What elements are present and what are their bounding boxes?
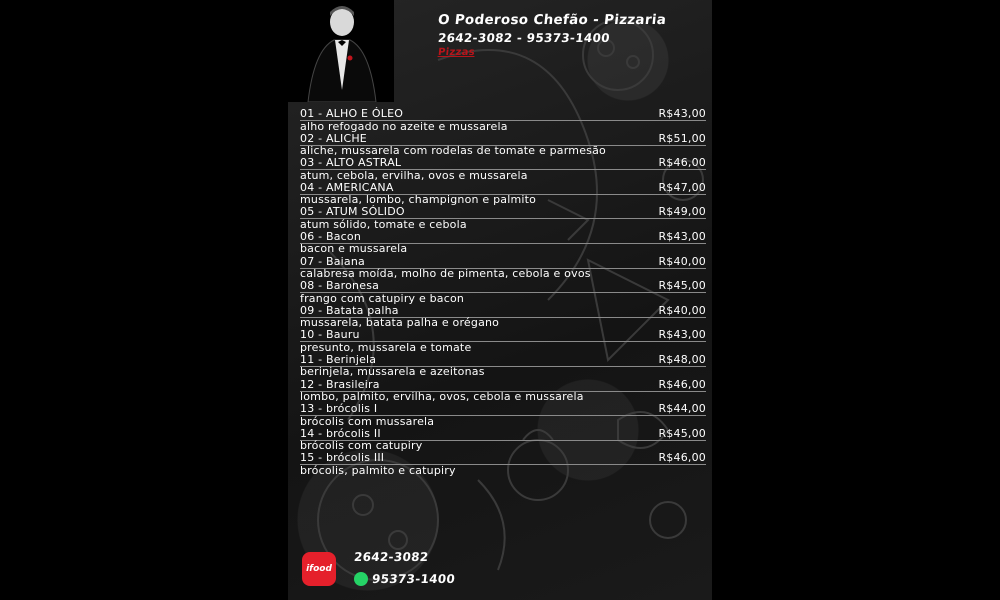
item-description: brócolis com catupiry <box>300 439 423 453</box>
item-description: berinjela, mussarela e azeitonas <box>300 365 485 379</box>
item-description: aliche, mussarela com rodelas de tomate e parmesão <box>300 144 606 158</box>
item-price: R$43,00 <box>658 107 706 120</box>
item-description: lombo, palmito, ervilha, ovos, cebola e mussarela <box>300 390 584 404</box>
menu-items-list <box>300 107 706 476</box>
item-description: alho refogado no azeite e mussarela <box>300 119 508 133</box>
menu-page <box>288 0 712 600</box>
category-label: Pizzas <box>437 47 476 58</box>
item-price: R$46,00 <box>658 156 706 170</box>
item-price: R$45,00 <box>658 426 706 440</box>
item-description: atum, cebola, ervilha, ovos e mussarela <box>300 168 528 182</box>
item-name: 08 - Baronesa <box>300 279 380 293</box>
item-price: R$43,00 <box>658 328 706 342</box>
item-description: bacon e mussarela <box>300 242 408 256</box>
menu-item <box>300 205 706 230</box>
item-name: 13 - brócolis I <box>300 402 378 416</box>
item-description: brócolis, palmito e catupiry <box>300 463 456 477</box>
item-price: R$46,00 <box>658 377 706 391</box>
item-name: 12 - Brasileira <box>300 377 380 391</box>
item-name: 14 - brócolis II <box>300 426 381 440</box>
footer-phone: 2642-3082 <box>353 550 430 564</box>
menu-item <box>300 230 706 255</box>
item-name: 04 - AMERICANA <box>300 180 394 194</box>
item-name: 11 - Berinjela <box>300 352 377 366</box>
menu-item <box>300 107 706 132</box>
menu-item <box>300 304 706 329</box>
item-name: 10 - Bauru <box>300 328 360 342</box>
menu-item <box>300 279 706 304</box>
item-description: calabresa moída, molho de pimenta, cebola e ovos <box>300 267 591 281</box>
godfather-image <box>288 0 394 102</box>
ifood-logo[interactable]: ifood <box>302 552 336 586</box>
item-description: frango com catupiry e bacon <box>300 291 465 305</box>
item-price: R$51,00 <box>658 131 706 145</box>
item-name: 01 - ALHO E ÓLEO <box>300 107 404 120</box>
menu-item <box>300 156 706 181</box>
item-description: presunto, mussarela e tomate <box>300 340 472 354</box>
item-description: brócolis com mussarela <box>300 414 435 428</box>
item-description: atum sólido, tomate e cebola <box>300 217 467 231</box>
menu-item <box>300 427 706 452</box>
menu-item <box>300 181 706 206</box>
item-name: 09 - Batata palha <box>300 303 399 317</box>
item-name: 15 - brócolis III <box>300 451 385 465</box>
item-price: R$46,00 <box>658 451 706 465</box>
menu-item <box>300 132 706 157</box>
item-name: 02 - ALICHE <box>300 131 367 145</box>
item-price: R$43,00 <box>658 229 706 243</box>
item-price: R$49,00 <box>658 205 706 219</box>
item-name: 06 - Bacon <box>300 229 361 243</box>
header <box>438 12 666 58</box>
pizzeria-title: O Poderoso Chefão - Pizzaria <box>437 12 668 28</box>
item-price: R$40,00 <box>658 303 706 317</box>
item-price: R$48,00 <box>658 352 706 366</box>
item-name: 03 - ALTO ASTRAL <box>300 156 402 170</box>
item-price: R$44,00 <box>658 402 706 416</box>
item-name: 05 - ATUM SÓLIDO <box>300 205 405 219</box>
footer-whatsapp-number: 95373-1400 <box>371 572 456 586</box>
menu-item <box>300 451 706 476</box>
menu-item <box>300 328 706 353</box>
item-description: mussarela, lombo, champignon e palmito <box>300 193 537 207</box>
item-price: R$47,00 <box>658 180 706 194</box>
item-price: R$40,00 <box>658 254 706 268</box>
godfather-portrait <box>288 0 394 102</box>
item-description: mussarela, batata palha e orégano <box>300 316 500 330</box>
whatsapp-icon <box>354 572 368 586</box>
item-price: R$45,00 <box>658 279 706 293</box>
menu-item <box>300 402 706 427</box>
item-name: 07 - Baiana <box>300 254 365 268</box>
menu-item <box>300 353 706 378</box>
menu-item <box>300 378 706 403</box>
header-phones: 2642-3082 - 95373-1400 <box>437 31 611 45</box>
menu-item <box>300 255 706 280</box>
